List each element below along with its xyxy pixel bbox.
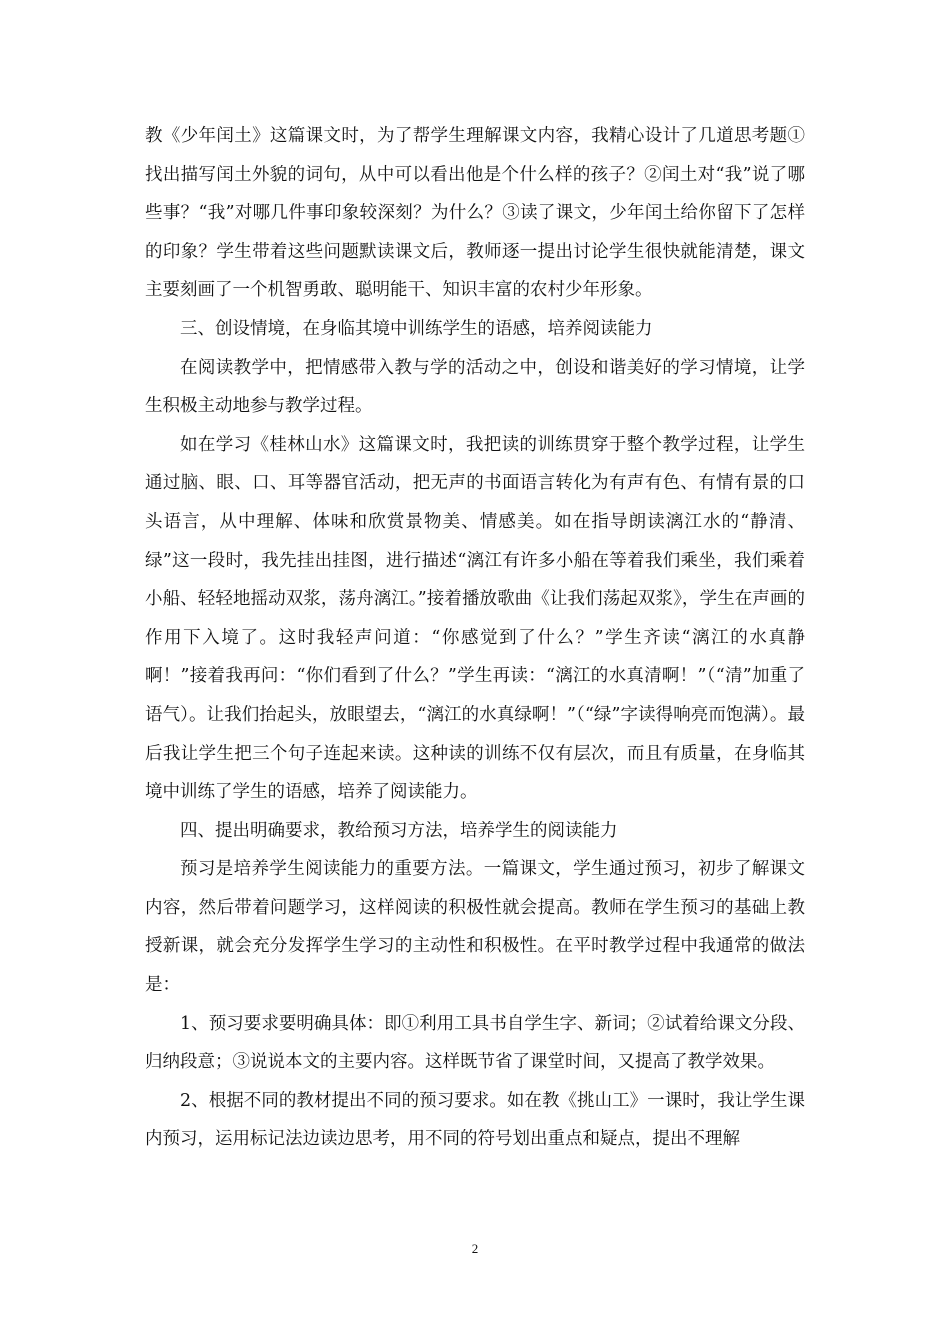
paragraph-1: 教《少年闰土》这篇课文时，为了帮学生理解课文内容，我精心设计了几道思考题①找出描写闰土外貌的词句，从中可以看出他是个什么样的孩子？②闰土对“我”说了哪些事？“我”对哪几件事印象较深刻？为什么？③读了课文，少年闰土给你留下了怎样的印象？学生带着这些问题默读课文后，教师逐一提出讨论学生很快就能清楚，课文主要刻画了一个机智勇敢、聪明能干、知识丰富的农村少年形象。	[145, 126, 805, 301]
paragraph-2: 在阅读教学中，把情感带入教与学的活动之中，创设和谐美好的学习情境，让学生积极主动地参与教学过程。	[145, 357, 805, 417]
paragraph-3: 如在学习《桂林山水》这篇课文时，我把读的训练贯穿于整个教学过程，让学生通过脑、眼、口、耳等器官活动，把无声的书面语言转化为有声有色、有情有景的口头语言，从中理解、体味和欣赏景物美、情感美。如在指导朗读漓江水的“静清、绿”这一段时，我先挂出挂图，进行描述“漓江有许多小船在等着我们乘坐，我们乘着小船、轻轻地摇动双浆，荡舟漓江。”接着播放歌曲《让我们荡起双浆》，学生在声画的作用下入境了。这时我轻声问道：“你感觉到了什么？”学生齐读“漓江的水真静啊！”接着我再问：“你们看到了什么？”学生再读：“漓江的水真清啊！”（“清”加重了语气）。让我们抬起头，放眼望去，“漓江的水真绿啊！”（“绿”字读得响亮而饱满）。最后我让学生把三个句子连起来读。这种读的训练不仅有层次，而且有质量，在身临其境中训练了学生的语感，培养了阅读能力。	[145, 434, 805, 803]
body-text	[145, 117, 805, 1159]
section-heading-4: 四、提出明确要求，教给预习方法，培养学生的阅读能力	[180, 820, 618, 841]
page-number: 2	[471, 1241, 479, 1256]
paragraph-4: 预习是培养学生阅读能力的重要方法。一篇课文，学生通过预习，初步了解课文内容，然后带着问题学习，这样阅读的积极性就会提高。教师在学生预习的基础上教授新课，就会充分发挥学生学习的主动性和积极性。在平时教学过程中我通常的做法是：	[145, 859, 805, 996]
section-heading-3: 三、创设情境，在身临其境中训练学生的语感，培养阅读能力	[180, 318, 653, 339]
paragraph-6: 2、根据不同的教材提出不同的预习要求。如在教《挑山工》一课时，我让学生课内预习，运用标记法边读边思考，用不同的符号划出重点和疑点，提出不理解	[145, 1090, 805, 1150]
paragraph-5: 1、预习要求要明确具体：即①利用工具书自学生字、新词；②试着给课文分段、归纳段意；③说说本文的主要内容。这样既节省了课堂时间，又提高了教学效果。	[145, 1013, 805, 1073]
